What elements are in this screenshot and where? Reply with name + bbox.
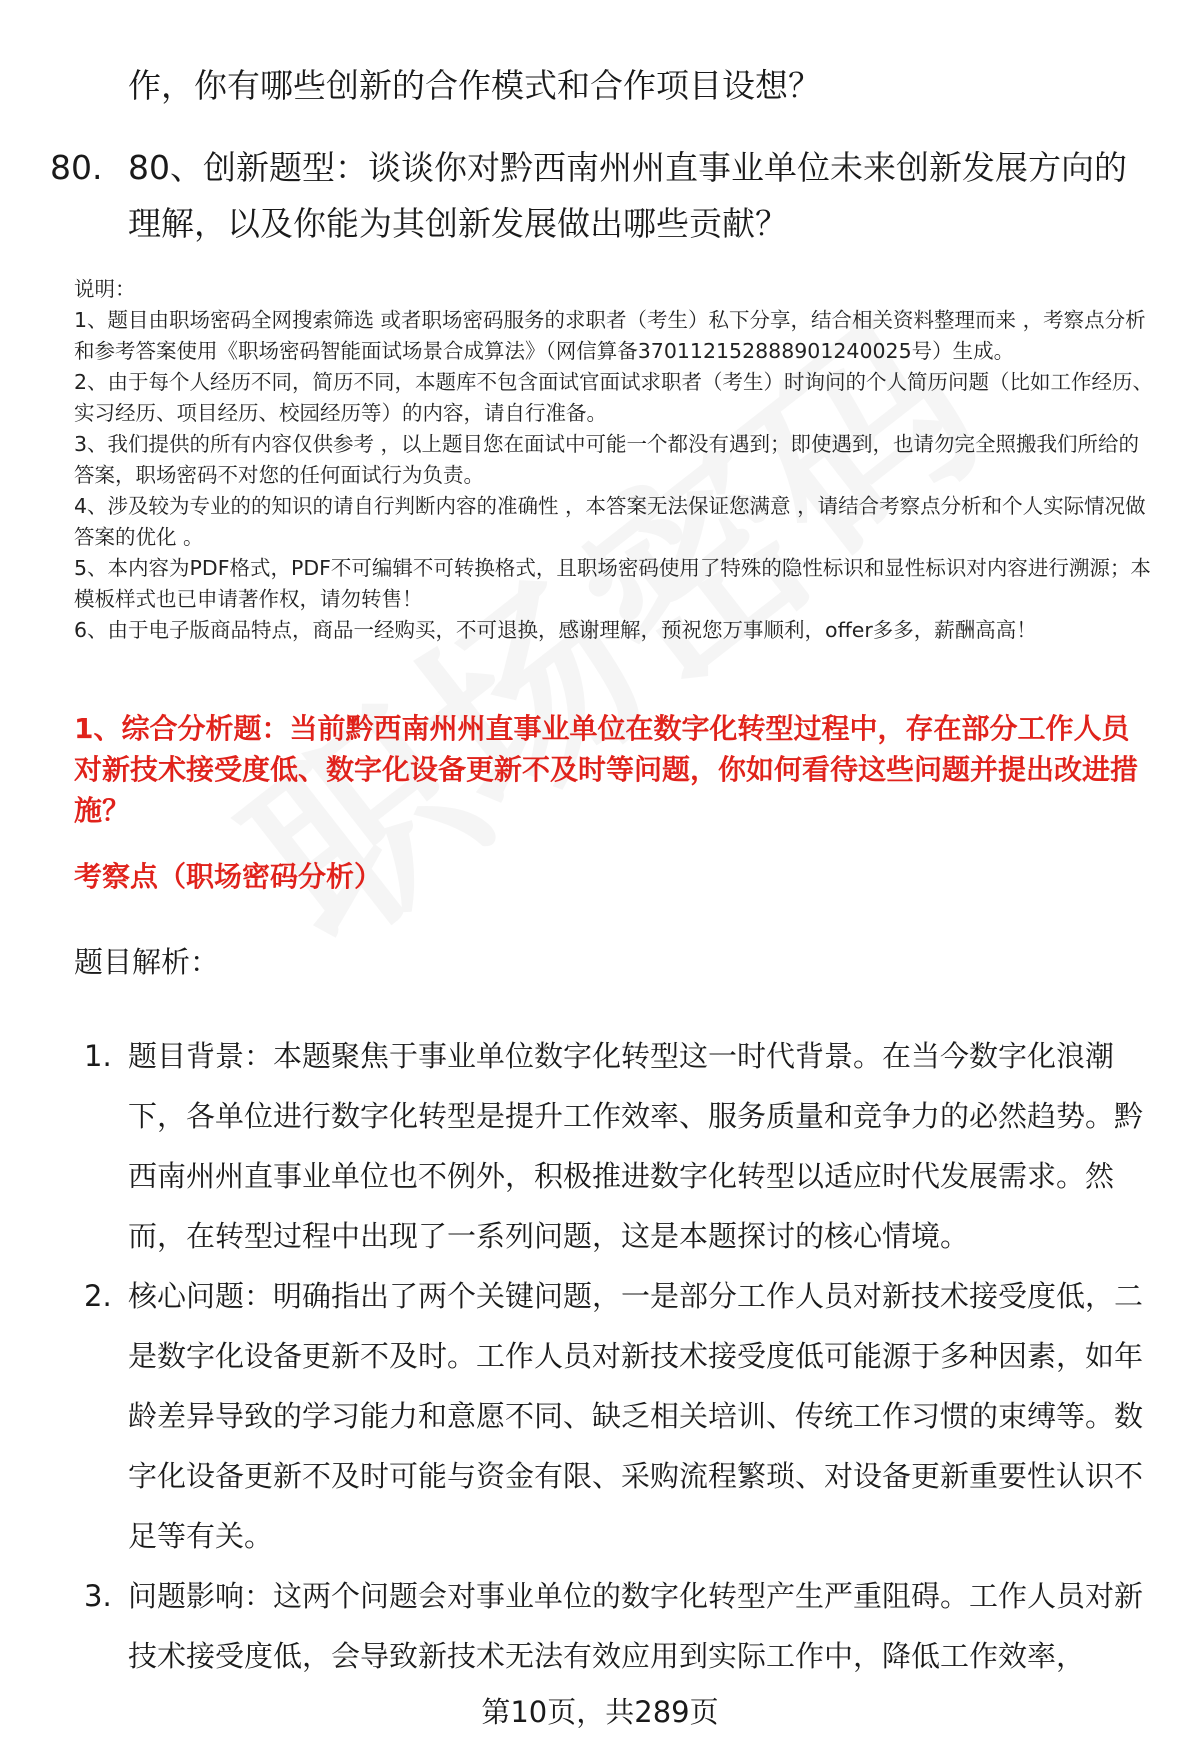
notes-section: [74, 274, 1154, 646]
previous-question-continuation: 作，你有哪些创新的合作模式和合作项目设想？: [128, 66, 821, 105]
list-item-number: 1.: [84, 1039, 112, 1073]
list-item-text: 核心问题：明确指出了两个关键问题，一是部分工作人员对新技术接受度低，二是数字化设备更新不及时。工作人员对新技术接受度低可能源于多种因素，如年龄差异导致的学习能力和意愿不同、缺乏相关培训、传统工作习惯的束缚等。数字化设备更新不及时可能与资金有限、采购流程繁琐、对设备更新重要性认识不足等有关。: [128, 1279, 1144, 1553]
list-item-number: 3.: [84, 1579, 112, 1613]
notes-item: 6、由于电子版商品特点，商品一经购买，不可退换，感谢理解，预祝您万事顺利，offer多多，薪酬高高！: [74, 618, 1037, 642]
analysis-heading: 题目解析：: [74, 945, 220, 979]
analysis-list: [74, 1026, 1154, 1686]
question-80-number: 80.: [50, 148, 103, 187]
question-80-text: 80、创新题型：谈谈你对黔西南州州直事业单位未来创新发展方向的理解，以及你能为其创新发展做出哪些贡献？: [128, 148, 1127, 243]
notes-item: 1、题目由职场密码全网搜索筛选 或者职场密码服务的求职者（考生）私下分享，结合相关资料整理而来 ，考察点分析和参考答案使用《职场密码智能面试场景合成算法》（网信算备370112152888901240025号）生成。: [74, 308, 1146, 363]
question-80: [50, 140, 1150, 252]
page-number-footer: 第10页，共289页: [481, 1695, 719, 1729]
list-item: [74, 1266, 1154, 1566]
question-1-title: 1、综合分析题：当前黔西南州州直事业单位在数字化转型过程中，存在部分工作人员对新技术接受度低、数字化设备更新不及时等问题，你如何看待这些问题并提出改进措施？: [74, 712, 1139, 827]
list-item-text: 问题影响：这两个问题会对事业单位的数字化转型产生严重阻碍。工作人员对新技术接受度低，会导致新技术无法有效应用到实际工作中，降低工作效率，: [128, 1579, 1144, 1673]
list-item: [74, 1566, 1154, 1686]
notes-item: 2、由于每个人经历不同，简历不同，本题库不包含面试官面试求职者（考生）时询问的个人简历问题（比如工作经历、实习经历、项目经历、校园经历等）的内容，请自行准备。: [74, 370, 1154, 425]
notes-heading: 说明：: [74, 277, 136, 301]
notes-item: 3、我们提供的所有内容仅供参考 ，以上题目您在面试中可能一个都没有遇到；即使遇到，也请勿完全照搬我们所给的答案，职场密码不对您的任何面试行为负责。: [74, 432, 1140, 487]
notes-item: 5、本内容为PDF格式，PDF不可编辑不可转换格式，且职场密码使用了特殊的隐性标识和显性标识对内容进行溯源；本模板样式也已申请著作权，请勿转售！: [74, 556, 1151, 611]
list-item: [74, 1026, 1154, 1266]
notes-item: 4、涉及较为专业的的知识的请自行判断内容的准确性 ，本答案无法保证您满意 ，请结合考察点分析和个人实际情况做答案的优化 。: [74, 494, 1146, 549]
list-item-number: 2.: [84, 1279, 112, 1313]
exam-points-heading: 考察点（职场密码分析）: [74, 860, 383, 893]
list-item-text: 题目背景：本题聚焦于事业单位数字化转型这一时代背景。在当今数字化浪潮下，各单位进行数字化转型是提升工作效率、服务质量和竞争力的必然趋势。黔西南州州直事业单位也不例外，积极推进数字化转型以适应时代发展需求。然而，在转型过程中出现了一系列问题，这是本题探讨的核心情境。: [128, 1039, 1144, 1253]
